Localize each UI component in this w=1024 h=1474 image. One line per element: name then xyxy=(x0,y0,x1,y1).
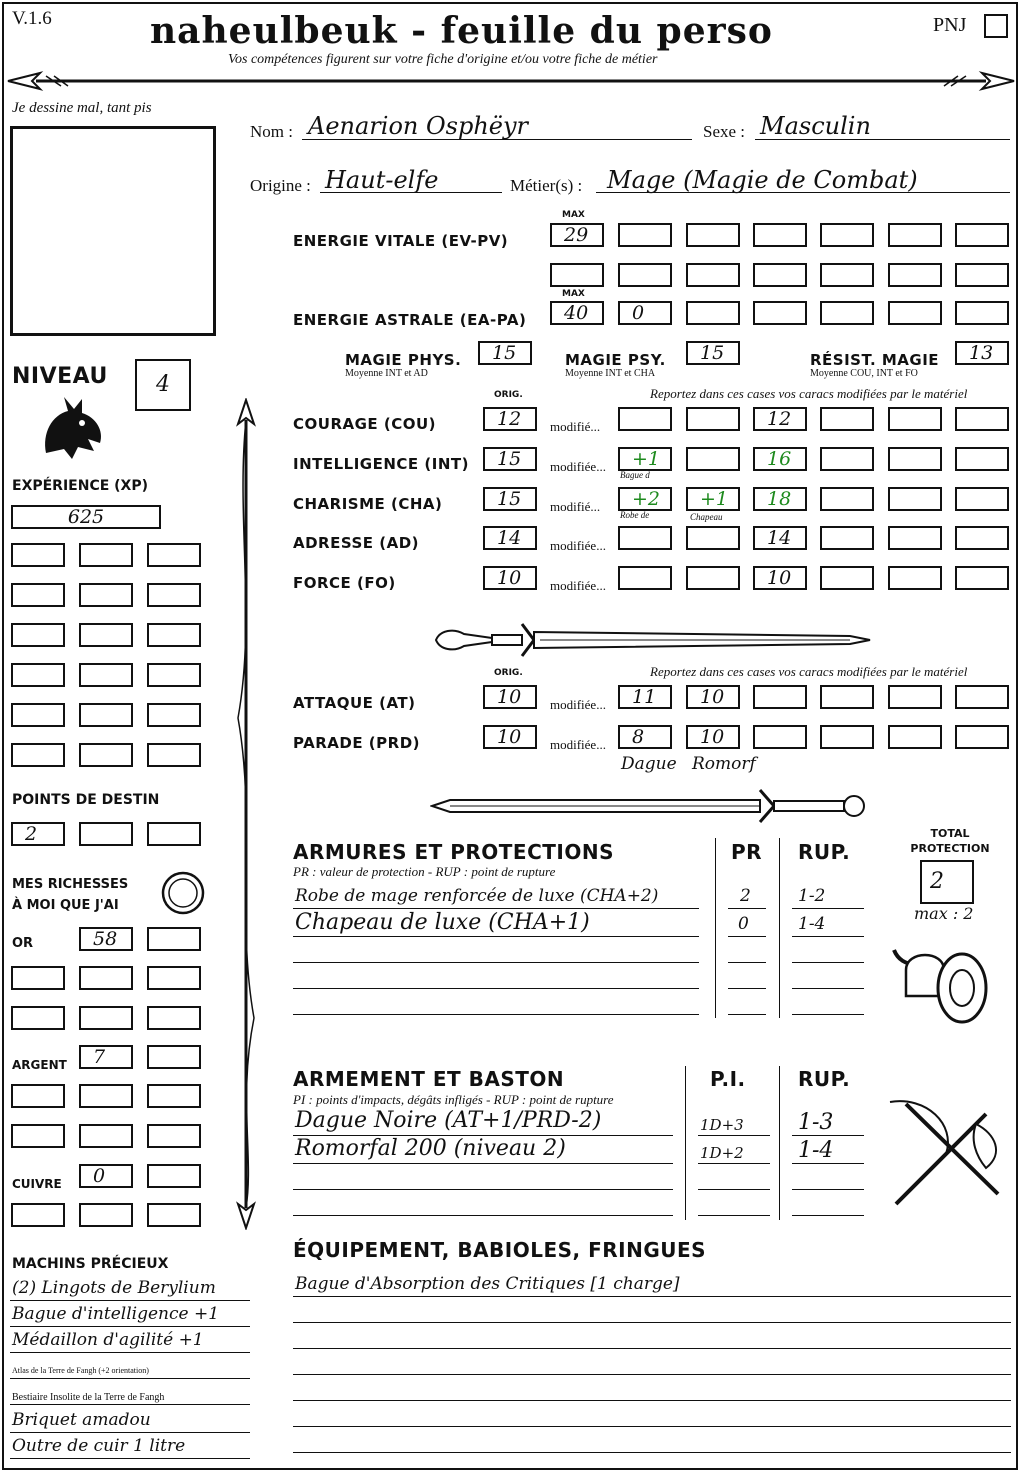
stat-orig-value[interactable]: 10 xyxy=(483,566,537,590)
stat-box[interactable] xyxy=(820,487,874,511)
spear-divider-icon xyxy=(6,68,1016,94)
stat-orig-value[interactable]: 15 xyxy=(483,447,537,471)
xp-box[interactable] xyxy=(11,623,65,647)
stat-total-value[interactable]: 10 xyxy=(753,566,807,590)
equipement-line xyxy=(293,1322,1011,1323)
arme-line xyxy=(792,1189,864,1190)
destin-label: POINTS DE DESTIN xyxy=(12,792,160,808)
equipement-line xyxy=(293,1426,1011,1427)
stat-label: COURAGE (COU) xyxy=(293,415,437,433)
stat-mod2-value[interactable] xyxy=(686,447,740,471)
machin-line xyxy=(10,1378,250,1379)
xp-box[interactable] xyxy=(11,743,65,767)
combat-orig-value[interactable]: 10 xyxy=(483,685,537,709)
ev-box[interactable] xyxy=(820,263,874,287)
equipement-item[interactable]: Bague d'Absorption des Critiques [1 charge] xyxy=(295,1274,680,1294)
armure-line xyxy=(728,1014,766,1015)
ea-box[interactable] xyxy=(888,301,942,325)
magie-phys-note: Moyenne INT et AD xyxy=(345,368,428,379)
ea-box[interactable] xyxy=(686,301,740,325)
stat-box[interactable] xyxy=(955,566,1009,590)
origine-value[interactable]: Haut-elfe xyxy=(325,166,439,194)
arme-line xyxy=(698,1163,770,1164)
weapons-icon xyxy=(886,1094,1008,1218)
ea-current-value[interactable]: 0 xyxy=(618,301,672,325)
weapon2-note: Romorf xyxy=(692,754,756,774)
ev-max-value[interactable]: 29 xyxy=(550,223,604,247)
equipement-line xyxy=(293,1374,1011,1375)
metier-label: Métier(s) : xyxy=(510,176,583,195)
machin-item[interactable]: Outre de cuir 1 litre xyxy=(12,1436,186,1456)
nom-value[interactable]: Aenarion Osphëyr xyxy=(308,112,529,140)
stat-label: CHARISME (CHA) xyxy=(293,495,443,513)
vertical-spear-icon xyxy=(228,398,264,1230)
magie-psy-label: MAGIE PSY. xyxy=(565,351,666,369)
stat-box[interactable] xyxy=(888,487,942,511)
combat-modified-label: modifiée... xyxy=(550,697,606,712)
combat-value[interactable]: 10 xyxy=(686,725,740,749)
column-divider xyxy=(779,1066,780,1220)
machin-line xyxy=(10,1326,250,1327)
arme-line xyxy=(698,1215,770,1216)
money-box[interactable] xyxy=(79,1006,133,1030)
magie-psy-note: Moyenne INT et CHA xyxy=(565,368,656,379)
xp-box[interactable] xyxy=(11,703,65,727)
xp-value[interactable]: 625 xyxy=(11,505,161,529)
armure-line xyxy=(792,908,864,909)
dragon-icon xyxy=(38,393,106,463)
bague-note: Bague d xyxy=(620,470,650,480)
arme-line xyxy=(792,1135,864,1136)
stat-label: FORCE (FO) xyxy=(293,574,396,592)
ev-box[interactable] xyxy=(550,263,604,287)
weapon1-note: Dague xyxy=(621,754,677,774)
ea-box[interactable] xyxy=(820,301,874,325)
armure-line xyxy=(792,936,864,937)
stat-total-value[interactable]: 18 xyxy=(753,487,807,511)
money-box[interactable] xyxy=(79,1203,133,1227)
metier-underline xyxy=(596,192,1010,193)
money-box[interactable] xyxy=(11,1006,65,1030)
ev-box[interactable] xyxy=(888,263,942,287)
arme-name[interactable]: Romorfal 200 (niveau 2) xyxy=(295,1136,566,1161)
nom-label: Nom : xyxy=(250,122,293,141)
equipement-title: ÉQUIPEMENT, BABIOLES, FRINGUES xyxy=(293,1238,707,1262)
ev-box[interactable] xyxy=(888,223,942,247)
combat-orig-value[interactable]: 10 xyxy=(483,725,537,749)
combat-modified-label: modifiée... xyxy=(550,737,606,752)
stat-modified-label: modifiée... xyxy=(550,459,606,474)
ev-box[interactable] xyxy=(686,263,740,287)
money-box[interactable] xyxy=(79,1084,133,1108)
machin-item[interactable]: Briquet amadou xyxy=(12,1410,151,1430)
resist-magie-label: RÉSIST. MAGIE xyxy=(810,351,940,369)
armures-note: PR : valeur de protection - RUP : point de rupture xyxy=(293,864,556,879)
stat-orig-value[interactable]: 12 xyxy=(483,407,537,431)
machin-line xyxy=(10,1432,250,1433)
origine-label: Origine : xyxy=(250,176,311,195)
arme-pi[interactable]: 1D+2 xyxy=(700,1144,744,1162)
cuivre-value[interactable]: 0 xyxy=(79,1164,133,1188)
column-divider xyxy=(685,1066,686,1220)
money-box[interactable] xyxy=(11,1084,65,1108)
column-divider xyxy=(715,838,716,1018)
xp-box[interactable] xyxy=(79,703,133,727)
armure-line xyxy=(728,908,766,909)
combat-box[interactable] xyxy=(820,685,874,709)
argent-value[interactable]: 7 xyxy=(79,1045,133,1069)
armure-name[interactable]: Robe de mage renforcée de luxe (CHA+2) xyxy=(295,886,659,906)
stat-mod2-value[interactable] xyxy=(686,526,740,550)
armure-line xyxy=(792,962,864,963)
machin-line xyxy=(10,1300,250,1301)
xp-box[interactable] xyxy=(79,663,133,687)
column-divider xyxy=(779,838,780,1018)
armure-line xyxy=(293,1014,699,1015)
arme-line xyxy=(792,1163,864,1164)
robe-note: Robe de xyxy=(620,510,650,520)
money-box[interactable] xyxy=(147,1084,201,1108)
combat-label: PARADE (PRD) xyxy=(293,734,421,752)
machin-line xyxy=(10,1404,250,1405)
total-protection-value[interactable]: 2 xyxy=(920,860,974,904)
ea-max-label: MAX xyxy=(562,289,585,299)
arme-line xyxy=(792,1215,864,1216)
stat-total-value[interactable]: 14 xyxy=(753,526,807,550)
xp-box[interactable] xyxy=(147,663,201,687)
xp-box[interactable] xyxy=(79,743,133,767)
armure-line xyxy=(728,936,766,937)
machin-item[interactable]: (2) Lingots de Berylium xyxy=(12,1278,216,1298)
cuivre-label: CUIVRE xyxy=(12,1177,62,1191)
stat-mod1-value[interactable]: +2 xyxy=(618,487,672,511)
machin-item[interactable]: Bestiaire Insolite de la Terre de Fangh xyxy=(12,1392,165,1403)
resist-magie-value[interactable]: 13 xyxy=(955,341,1009,365)
armure-pr[interactable]: 0 xyxy=(738,914,749,934)
sexe-value[interactable]: Masculin xyxy=(760,112,871,140)
niveau-value[interactable]: 4 xyxy=(135,359,191,411)
xp-box[interactable] xyxy=(147,543,201,567)
or-value[interactable]: 58 xyxy=(79,927,133,951)
xp-box[interactable] xyxy=(79,543,133,567)
stat-box[interactable] xyxy=(955,526,1009,550)
nom-underline xyxy=(302,139,692,140)
destin-box[interactable] xyxy=(79,822,133,846)
resist-magie-note: Moyenne COU, INT et FO xyxy=(810,368,918,379)
stat-label: ADRESSE (AD) xyxy=(293,534,420,552)
stat-box[interactable] xyxy=(888,526,942,550)
money-box[interactable] xyxy=(11,1124,65,1148)
money-box[interactable] xyxy=(147,1124,201,1148)
machin-item[interactable]: Bague d'intelligence +1 xyxy=(12,1304,220,1324)
stat-orig-value[interactable]: 14 xyxy=(483,526,537,550)
or-label: OR xyxy=(12,936,34,951)
xp-box[interactable] xyxy=(79,583,133,607)
armure-line xyxy=(728,962,766,963)
origine-underline xyxy=(320,192,502,193)
destin-value[interactable]: 2 xyxy=(11,822,65,846)
report-note: Reportez dans ces cases vos caracs modifiées par le matériel xyxy=(650,386,968,401)
stat-total-value[interactable]: 12 xyxy=(753,407,807,431)
pr-header: PR xyxy=(731,840,763,864)
stat-box[interactable] xyxy=(955,447,1009,471)
arme-rup[interactable]: 1-3 xyxy=(798,1110,834,1135)
armure-line xyxy=(293,936,699,937)
ev-max-label: MAX xyxy=(562,210,585,220)
machins-label: MACHINS PRÉCIEUX xyxy=(12,1256,169,1272)
pi-header: P.I. xyxy=(710,1067,746,1091)
stat-modified-label: modifié... xyxy=(550,419,601,434)
sexe-label: Sexe : xyxy=(703,122,746,141)
stat-mod1-value[interactable]: +1 xyxy=(618,447,672,471)
max-protection-label: max : 2 xyxy=(914,904,974,923)
coin-icon xyxy=(160,870,206,916)
helmet-shield-icon xyxy=(888,930,998,1030)
stat-mod1-value[interactable] xyxy=(618,407,672,431)
chapeau-note: Chapeau xyxy=(690,512,723,522)
sheet-subtitle: Vos compétences figurent sur votre fiche d'origine et/ou votre fiche de métier xyxy=(228,52,658,67)
stat-mod2-value[interactable] xyxy=(686,407,740,431)
armure-line xyxy=(293,962,699,963)
rup-header: RUP. xyxy=(798,840,851,864)
destin-box[interactable] xyxy=(147,822,201,846)
xp-label: EXPÉRIENCE (XP) xyxy=(12,478,149,494)
stat-mod2-value[interactable]: +1 xyxy=(686,487,740,511)
stat-box[interactable] xyxy=(820,447,874,471)
orig-label: ORIG. xyxy=(494,390,523,400)
machin-item[interactable]: Atlas de la Terre de Fangh (+2 orientation) xyxy=(12,1366,149,1375)
stat-box[interactable] xyxy=(888,407,942,431)
xp-box[interactable] xyxy=(79,623,133,647)
armure-line xyxy=(293,908,699,909)
total-protection-label: TOTAL PROTECTION xyxy=(910,827,990,855)
pnj-checkbox[interactable] xyxy=(984,14,1008,38)
stat-box[interactable] xyxy=(955,487,1009,511)
or-box[interactable] xyxy=(147,927,201,951)
machin-item[interactable]: Médaillon d'agilité +1 xyxy=(12,1330,204,1350)
equipement-line xyxy=(293,1400,1011,1401)
xp-box[interactable] xyxy=(147,743,201,767)
richesses-label: MES RICHESSES xyxy=(12,877,129,892)
stat-orig-value[interactable]: 15 xyxy=(483,487,537,511)
money-box[interactable] xyxy=(11,1203,65,1227)
metier-value[interactable]: Mage (Magie de Combat) xyxy=(607,166,918,194)
money-box[interactable] xyxy=(147,1006,201,1030)
xp-box[interactable] xyxy=(11,583,65,607)
stat-modified-label: modifiée... xyxy=(550,538,606,553)
xp-box[interactable] xyxy=(11,543,65,567)
ea-box[interactable] xyxy=(753,301,807,325)
arme-line xyxy=(698,1135,770,1136)
armure-line xyxy=(728,988,766,989)
armure-line xyxy=(293,988,699,989)
machin-line xyxy=(10,1458,250,1459)
sword-icon xyxy=(430,786,872,826)
stat-label: INTELLIGENCE (INT) xyxy=(293,455,469,473)
stat-box[interactable] xyxy=(888,447,942,471)
xp-box[interactable] xyxy=(11,663,65,687)
ea-max-value[interactable]: 40 xyxy=(550,301,604,325)
machin-line xyxy=(10,1352,250,1353)
richesses-label-2: À MOI QUE J'AI xyxy=(12,898,119,913)
xp-box[interactable] xyxy=(147,703,201,727)
equipement-line xyxy=(293,1296,1011,1297)
money-box[interactable] xyxy=(79,966,133,990)
stat-box[interactable] xyxy=(955,407,1009,431)
combat-value[interactable]: 11 xyxy=(618,685,672,709)
combat-value[interactable]: 8 xyxy=(618,725,672,749)
stat-modified-label: modifiée... xyxy=(550,578,606,593)
xp-box[interactable] xyxy=(147,583,201,607)
magie-phys-label: MAGIE PHYS. xyxy=(345,351,462,369)
combat-box[interactable] xyxy=(888,725,942,749)
combat-label: ATTAQUE (AT) xyxy=(293,694,416,712)
combat-box[interactable] xyxy=(820,725,874,749)
armure-line xyxy=(792,988,864,989)
cuivre-box[interactable] xyxy=(147,1164,201,1188)
combat-orig-label: ORIG. xyxy=(494,668,523,678)
ev-box[interactable] xyxy=(753,263,807,287)
arme-line xyxy=(293,1215,673,1216)
stat-box[interactable] xyxy=(888,566,942,590)
ev-box[interactable] xyxy=(618,223,672,247)
combat-report-note: Reportez dans ces cases vos caracs modifiées par le matériel xyxy=(650,664,968,679)
stat-total-value[interactable]: 16 xyxy=(753,447,807,471)
magie-psy-value[interactable]: 15 xyxy=(686,341,740,365)
combat-value[interactable]: 10 xyxy=(686,685,740,709)
combat-box[interactable] xyxy=(753,725,807,749)
money-box[interactable] xyxy=(11,966,65,990)
armures-title: ARMURES ET PROTECTIONS xyxy=(293,840,614,864)
version-label: V.1.6 xyxy=(12,8,52,29)
rup-header: RUP. xyxy=(798,1067,851,1091)
argent-box[interactable] xyxy=(147,1045,201,1069)
ev-box[interactable] xyxy=(753,223,807,247)
ev-box[interactable] xyxy=(618,263,672,287)
armure-line xyxy=(792,1014,864,1015)
stat-box[interactable] xyxy=(820,526,874,550)
arme-name[interactable]: Dague Noire (AT+1/PRD-2) xyxy=(295,1108,602,1133)
armement-note: PI : points d'impacts, dégâts infligés - RUP : point de rupture xyxy=(293,1092,614,1107)
portrait-caption: Je dessine mal, tant pis xyxy=(12,100,152,116)
ea-label: ENERGIE ASTRALE (EA-PA) xyxy=(293,311,527,329)
armure-rup[interactable]: 1-2 xyxy=(798,886,826,906)
magie-phys-value[interactable]: 15 xyxy=(478,341,532,365)
arme-line xyxy=(293,1189,673,1190)
stat-modified-label: modifié... xyxy=(550,499,601,514)
sexe-underline xyxy=(755,139,1010,140)
argent-label: ARGENT xyxy=(12,1058,67,1072)
xp-box[interactable] xyxy=(147,623,201,647)
stat-box[interactable] xyxy=(820,407,874,431)
armement-title: ARMEMENT ET BASTON xyxy=(293,1067,565,1091)
armure-name[interactable]: Chapeau de luxe (CHA+1) xyxy=(295,910,590,935)
stat-mod2-value[interactable] xyxy=(686,566,740,590)
money-box[interactable] xyxy=(147,1203,201,1227)
combat-box[interactable] xyxy=(955,685,1009,709)
arme-line xyxy=(698,1189,770,1190)
arme-line xyxy=(293,1135,673,1136)
combat-box[interactable] xyxy=(888,685,942,709)
pnj-label: PNJ xyxy=(933,14,967,36)
stat-mod1-value[interactable] xyxy=(618,526,672,550)
niveau-label: NIVEAU xyxy=(12,364,108,389)
ea-box[interactable] xyxy=(955,301,1009,325)
money-box[interactable] xyxy=(147,966,201,990)
armure-rup[interactable]: 1-4 xyxy=(798,914,826,934)
arme-pi[interactable]: 1D+3 xyxy=(700,1116,744,1134)
ev-box[interactable] xyxy=(955,223,1009,247)
ev-box[interactable] xyxy=(955,263,1009,287)
money-box[interactable] xyxy=(79,1124,133,1148)
combat-box[interactable] xyxy=(955,725,1009,749)
equipement-line xyxy=(293,1452,1011,1453)
stat-mod1-value[interactable] xyxy=(618,566,672,590)
combat-box[interactable] xyxy=(753,685,807,709)
sheet-title: naheulbeuk - feuille du perso xyxy=(150,10,773,52)
arme-line xyxy=(293,1163,673,1164)
equipement-line xyxy=(293,1348,1011,1349)
arme-rup[interactable]: 1-4 xyxy=(798,1138,834,1163)
armure-pr[interactable]: 2 xyxy=(740,886,751,906)
ev-box[interactable] xyxy=(820,223,874,247)
portrait-box[interactable] xyxy=(10,126,216,336)
ev-label: ENERGIE VITALE (EV-PV) xyxy=(293,232,509,250)
stat-box[interactable] xyxy=(820,566,874,590)
sword-icon xyxy=(430,618,872,662)
ev-box[interactable] xyxy=(686,223,740,247)
